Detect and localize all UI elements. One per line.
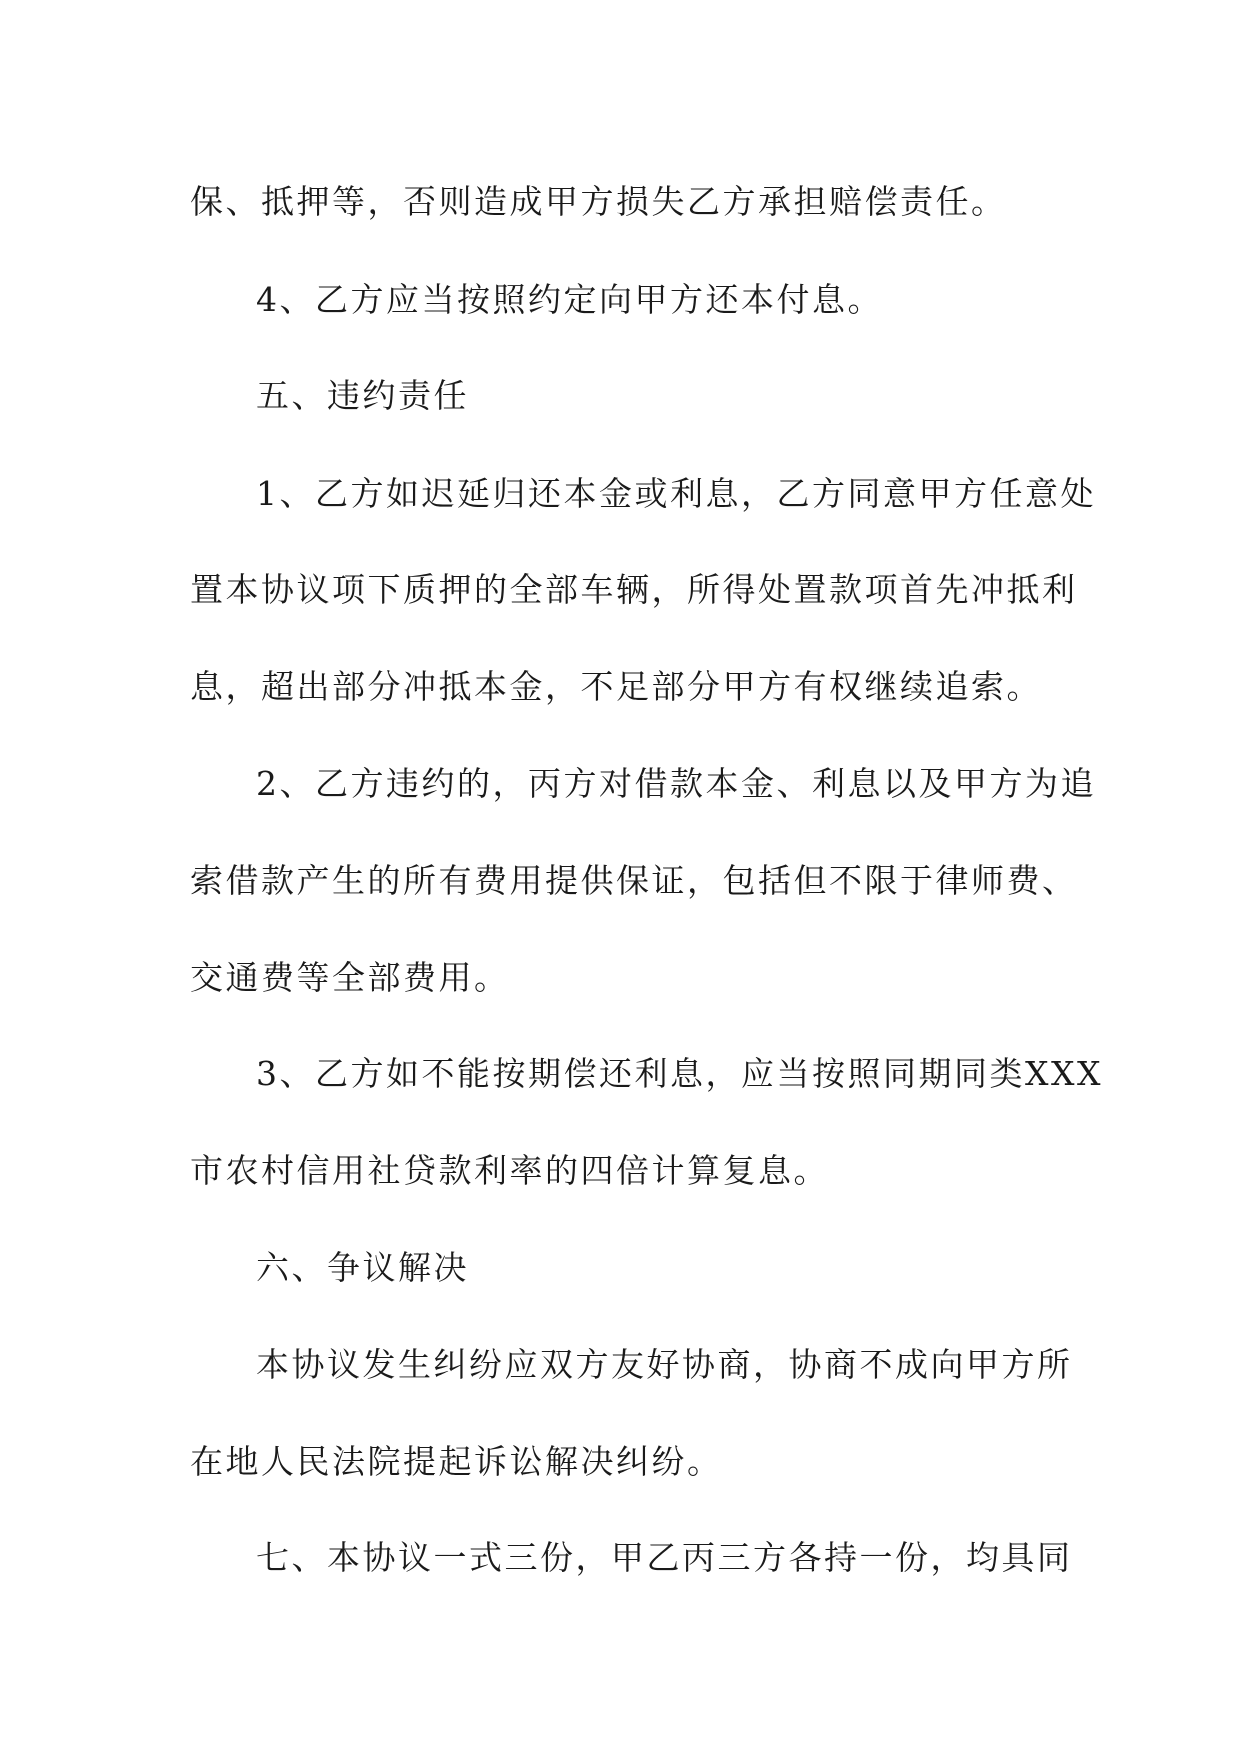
text-line-13: 本协议发生纠纷应双方友好协商，协商不成向甲方所 [256, 1345, 1073, 1384]
text-line-14: 在地人民法院提起诉讼解决纠纷。 [190, 1442, 723, 1481]
text-line-10: 3、乙方如不能按期偿还利息，应当按照同期同类XXX [256, 1054, 1103, 1093]
section-heading-6: 六、争议解决 [256, 1248, 469, 1287]
text-line-1: 保、抵押等，否则造成甲方损失乙方承担赔偿责任。 [190, 182, 1007, 221]
text-line-8: 索借款产生的所有费用提供保证，包括但不限于律师费、 [190, 861, 1078, 900]
text-line-5: 置本协议项下质押的全部车辆，所得处置款项首先冲抵利 [190, 570, 1078, 609]
text-line-9: 交通费等全部费用。 [190, 958, 510, 997]
text-line-7: 2、乙方违约的，丙方对借款本金、利息以及甲方为追 [256, 764, 1096, 803]
text-line-11: 市农村信用社贷款利率的四倍计算复息。 [190, 1151, 829, 1190]
text-line-2: 4、乙方应当按照约定向甲方还本付息。 [256, 280, 883, 319]
section-heading-5: 五、违约责任 [256, 376, 469, 415]
section-heading-7: 七、本协议一式三份，甲乙丙三方各持一份，均具同 [256, 1538, 1073, 1577]
text-line-4: 1、乙方如迟延归还本金或利息，乙方同意甲方任意处 [256, 474, 1096, 513]
text-line-6: 息，超出部分冲抵本金，不足部分甲方有权继续追索。 [190, 667, 1042, 706]
